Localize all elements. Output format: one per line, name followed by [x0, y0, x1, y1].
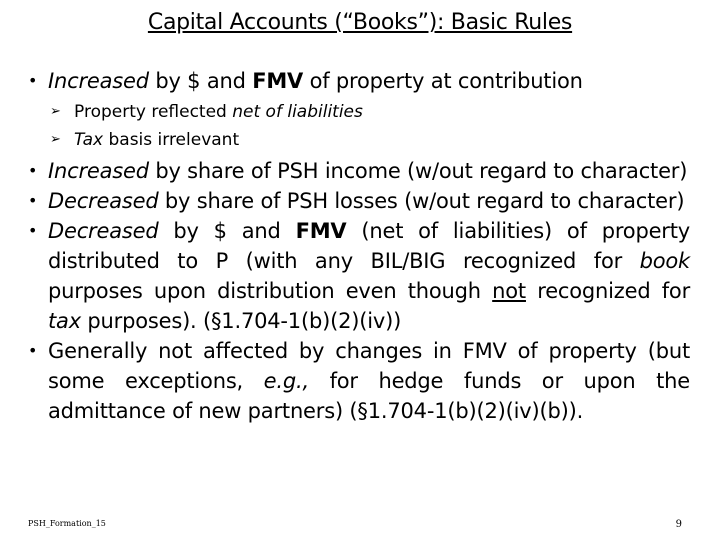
- arrowhead-icon: ➢: [50, 132, 61, 147]
- bullet-text-part: FMV: [252, 69, 304, 93]
- bullet-item-decreased-losses: [26, 186, 690, 216]
- bullet-dot-icon: •: [28, 221, 38, 240]
- bullet-item-increased-income: [26, 156, 690, 186]
- bullet-text-part: by share of PSH losses (w/out regard to character): [158, 189, 685, 213]
- bullet-dot-icon: •: [28, 191, 38, 210]
- sub-bullet-text: basis irrelevant: [103, 130, 240, 150]
- bullet-text-part: book: [639, 249, 690, 273]
- sub-bullet-text: Tax: [74, 130, 104, 150]
- page-number: 9: [675, 519, 682, 530]
- bullet-text-part: tax: [48, 309, 81, 333]
- bullet-text-part: Decreased: [48, 189, 159, 213]
- bullet-list: [26, 66, 690, 426]
- bullet-text-part: e.g.,: [263, 369, 309, 393]
- sub-bullet-text: Property reflected: [74, 102, 233, 122]
- bullet-text-part: Generally not affected by changes in FMV of property (but some exceptions,: [48, 339, 690, 393]
- bullet-text-part: by share of PSH income (w/out regard to character): [148, 159, 688, 183]
- bullet-text-part: by $ and: [158, 219, 296, 243]
- bullet-text-part: for hedge funds or upon the admittance of new partners) (§1.704-1(b)(2)(iv)(b)).: [48, 369, 690, 423]
- sub-bullet-tax-basis: [50, 126, 690, 154]
- bullet-text-part: purposes). (§1.704-1(b)(2)(iv)): [80, 309, 402, 333]
- bullet-text-part: of property at contribution: [303, 69, 583, 93]
- bullet-dot-icon: •: [28, 161, 38, 180]
- bullet-text-part: by $ and: [148, 69, 253, 93]
- sub-bullet-net-of-liabilities: [50, 98, 690, 126]
- bullet-dot-icon: •: [28, 71, 38, 90]
- bullet-item-increased-contribution: [26, 66, 690, 96]
- sub-bullet-list: [26, 98, 690, 154]
- bullet-text-part: Decreased: [48, 219, 159, 243]
- bullet-text-part: Increased: [48, 69, 149, 93]
- bullet-dot-icon: •: [28, 341, 38, 360]
- bullet-text-part: FMV: [295, 219, 347, 243]
- bullet-text-part: (net of liabilities) of property distributed to P (with any BIL/BIG recognized for: [48, 219, 690, 273]
- bullet-item-decreased-distribution: [26, 216, 690, 336]
- bullet-item-fmv-changes: [26, 336, 690, 426]
- sub-bullet-text: net of liabilities: [232, 102, 363, 122]
- footer-filename: PSH_Formation_15: [28, 519, 106, 528]
- bullet-text-part: Increased: [48, 159, 149, 183]
- page-title: Capital Accounts (“Books”): Basic Rules: [147, 10, 573, 35]
- bullet-text-part: purposes upon distribution even though: [48, 279, 493, 303]
- bullet-text-part: not: [492, 279, 526, 303]
- bullet-text-part: recognized for: [525, 279, 691, 303]
- arrowhead-icon: ➢: [50, 104, 61, 119]
